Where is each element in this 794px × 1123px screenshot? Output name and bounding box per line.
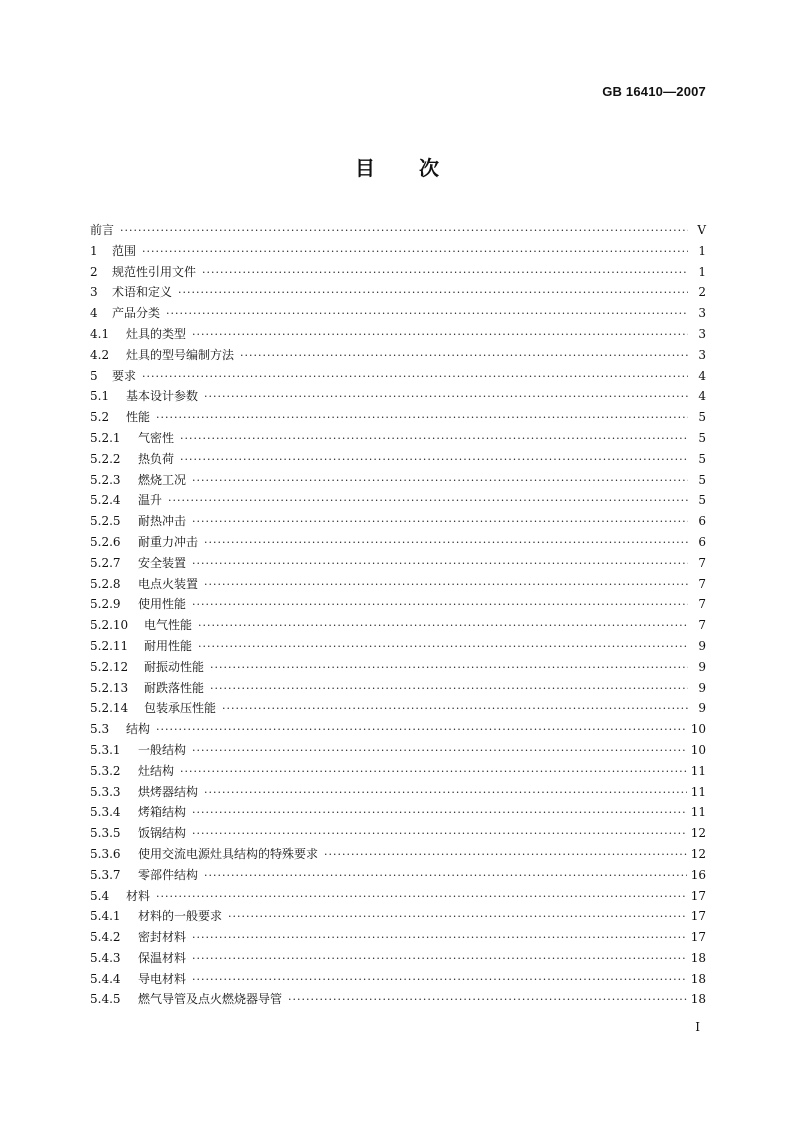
toc-entry[interactable]	[90, 407, 706, 428]
toc-entry[interactable]	[90, 366, 706, 387]
toc-entry-page: 5	[698, 451, 706, 466]
toc-entry-number: 3	[90, 285, 98, 300]
toc-leader-dots	[198, 616, 688, 637]
toc-entry-label: 饭锅结构	[138, 826, 187, 841]
toc-entry-number: 5.3.3	[90, 784, 121, 799]
toc-entry-label: 灶具的型号编制方法	[126, 347, 235, 362]
toc-entry-page: 1	[698, 264, 706, 279]
toc-entry[interactable]	[90, 262, 706, 283]
toc-entry-page: 5	[698, 410, 706, 425]
toc-entry[interactable]	[90, 553, 706, 574]
toc-entry[interactable]	[90, 303, 706, 324]
toc-entry[interactable]	[90, 636, 706, 657]
toc-leader-dots	[192, 325, 688, 346]
toc-entry-page: 7	[698, 555, 706, 570]
toc-entry-number: 5.4.2	[90, 930, 121, 945]
toc-entry-label: 使用交流电源灶具结构的特殊要求	[138, 846, 319, 861]
toc-entry-number: 5.2.9	[90, 597, 121, 612]
title-char-1: 目	[355, 156, 375, 180]
toc-leader-dots	[204, 387, 688, 408]
toc-leader-dots	[210, 679, 688, 700]
toc-entry-page: 12	[690, 846, 706, 861]
toc-entry[interactable]	[90, 615, 706, 636]
toc-entry-label: 燃气导管及点火燃烧器导管	[138, 992, 283, 1007]
toc-leader-dots	[168, 491, 688, 512]
toc-entry[interactable]	[90, 594, 706, 615]
toc-entry[interactable]	[90, 345, 706, 366]
toc-entry-page: 11	[690, 784, 706, 799]
toc-leader-dots	[198, 637, 688, 658]
toc-entry-page: 10	[690, 722, 706, 737]
toc-entry-page: 5	[698, 430, 706, 445]
toc-entry-page: 16	[690, 867, 706, 882]
toc-leader-dots	[192, 512, 688, 533]
toc-leader-dots	[120, 221, 688, 242]
toc-entry-page: 2	[698, 285, 706, 300]
toc-leader-dots	[192, 824, 687, 845]
toc-entry-label: 电气性能	[144, 618, 193, 633]
toc-entry-label: 使用性能	[138, 597, 187, 612]
toc-entry-page: 3	[698, 306, 706, 321]
toc-entry[interactable]	[90, 449, 706, 470]
toc-entry-page: 7	[698, 597, 706, 612]
toc-entry-page: 17	[690, 888, 706, 903]
toc-entry-number: 5.3.1	[90, 742, 121, 757]
toc-entry-label: 要求	[112, 368, 137, 383]
toc-entry-page: 4	[698, 368, 706, 383]
toc-entry-page: 7	[698, 576, 706, 591]
toc-entry[interactable]	[90, 886, 706, 907]
toc-leader-dots	[192, 949, 687, 970]
toc-entry-label: 烘烤器结构	[138, 784, 199, 799]
toc-entry-label: 燃烧工况	[138, 472, 187, 487]
toc-entry-page: 12	[690, 826, 706, 841]
toc-entry-label: 产品分类	[112, 306, 161, 321]
toc-entry[interactable]	[90, 324, 706, 345]
toc-entry-number: 4.1	[90, 326, 110, 341]
toc-entry-number: 5.3	[90, 722, 110, 737]
toc-leader-dots	[204, 575, 688, 596]
toc-entry-number: 5.2.3	[90, 472, 121, 487]
toc-entry[interactable]	[90, 782, 706, 803]
toc-entry-number: 5.3.5	[90, 826, 121, 841]
toc-entry[interactable]	[90, 511, 706, 532]
table-of-contents	[90, 220, 706, 1010]
toc-leader-dots	[166, 304, 688, 325]
toc-entry[interactable]	[90, 241, 706, 262]
toc-entry-page: 3	[698, 326, 706, 341]
toc-entry-number: 5.2.14	[90, 701, 129, 716]
toc-entry-page: 5	[698, 472, 706, 487]
toc-entry-number: 5.3.6	[90, 846, 121, 861]
toc-entry-label: 性能	[126, 410, 151, 425]
toc-leader-dots	[288, 990, 687, 1011]
toc-entry[interactable]	[90, 948, 706, 969]
toc-leader-dots	[240, 346, 688, 367]
toc-leader-dots	[156, 720, 687, 741]
toc-entry-number: 5.2.7	[90, 555, 121, 570]
toc-entry-page: 10	[690, 742, 706, 757]
toc-entry[interactable]	[90, 989, 706, 1010]
toc-entry-number: 5.2.10	[90, 618, 129, 633]
toc-entry-number: 5.2	[90, 410, 110, 425]
toc-entry-label: 结构	[126, 722, 151, 737]
toc-entry-label: 耐热冲击	[138, 514, 187, 529]
toc-leader-dots	[192, 803, 687, 824]
toc-entry-number: 5.2.12	[90, 659, 129, 674]
toc-entry-number: 4	[90, 306, 98, 321]
toc-entry[interactable]	[90, 865, 706, 886]
toc-entry[interactable]	[90, 719, 706, 740]
toc-entry-page: 18	[690, 971, 706, 986]
toc-leader-dots	[228, 907, 687, 928]
toc-entry-number: 5.3.2	[90, 763, 121, 778]
toc-entry-label: 材料	[126, 888, 151, 903]
toc-entry-number: 5.4.5	[90, 992, 121, 1007]
toc-entry[interactable]	[90, 220, 706, 241]
toc-entry[interactable]	[90, 657, 706, 678]
toc-entry-label: 包装承压性能	[144, 701, 217, 716]
toc-entry-label: 温升	[138, 493, 163, 508]
toc-entry-number: 2	[90, 264, 98, 279]
toc-entry-number: 5.2.11	[90, 638, 129, 653]
toc-entry[interactable]	[90, 927, 706, 948]
toc-entry-label: 密封材料	[138, 930, 187, 945]
toc-entry[interactable]	[90, 823, 706, 844]
toc-leader-dots	[156, 887, 687, 908]
toc-entry-page: 5	[698, 493, 706, 508]
toc-entry-page: 3	[698, 347, 706, 362]
toc-leader-dots	[192, 554, 688, 575]
toc-entry-label: 前言	[90, 223, 115, 237]
toc-entry-label: 耐振动性能	[144, 659, 205, 674]
toc-entry-page: 6	[698, 534, 706, 549]
toc-leader-dots	[204, 783, 687, 804]
toc-entry-label: 保温材料	[138, 950, 187, 965]
toc-entry-page: 9	[698, 659, 706, 674]
toc-leader-dots	[192, 471, 688, 492]
toc-entry-page: V	[697, 223, 706, 237]
toc-entry-number: 5.4	[90, 888, 110, 903]
toc-entry-number: 5.3.4	[90, 805, 121, 820]
toc-entry-number: 1	[90, 243, 98, 258]
toc-entry[interactable]	[90, 490, 706, 511]
toc-entry-number: 4.2	[90, 347, 110, 362]
toc-entry[interactable]	[90, 740, 706, 761]
standard-code: GB 16410—2007	[602, 84, 706, 99]
toc-entry-number: 5.2.2	[90, 451, 121, 466]
toc-entry-label: 气密性	[138, 430, 175, 445]
toc-leader-dots	[202, 263, 688, 284]
toc-entry-label: 术语和定义	[112, 285, 173, 300]
toc-entry-number: 5.2.4	[90, 493, 121, 508]
toc-entry-number: 5.4.4	[90, 971, 121, 986]
toc-entry-page: 9	[698, 680, 706, 695]
toc-entry[interactable]	[90, 802, 706, 823]
page-number: I	[695, 1020, 700, 1034]
toc-entry[interactable]	[90, 428, 706, 449]
toc-leader-dots	[204, 866, 687, 887]
toc-entry-label: 基本设计参数	[126, 389, 199, 404]
toc-entry[interactable]	[90, 678, 706, 699]
toc-entry-number: 5	[90, 368, 98, 383]
title-char-2: 次	[419, 156, 439, 180]
toc-entry-label: 范围	[112, 243, 137, 258]
toc-entry[interactable]	[90, 698, 706, 719]
toc-leader-dots	[142, 242, 688, 263]
toc-leader-dots	[192, 741, 687, 762]
toc-entry-page: 17	[690, 930, 706, 945]
toc-entry-page: 9	[698, 638, 706, 653]
toc-entry-page: 17	[690, 909, 706, 924]
toc-entry-label: 耐重力冲击	[138, 534, 199, 549]
toc-entry-page: 7	[698, 618, 706, 633]
toc-leader-dots	[192, 595, 688, 616]
toc-entry-label: 电点火装置	[138, 576, 199, 591]
toc-entry-page: 9	[698, 701, 706, 716]
toc-leader-dots	[156, 408, 688, 429]
toc-leader-dots	[192, 928, 687, 949]
toc-entry-page: 18	[690, 992, 706, 1007]
toc-entry[interactable]	[90, 906, 706, 927]
toc-entry-page: 18	[690, 950, 706, 965]
toc-leader-dots	[180, 450, 688, 471]
toc-leader-dots	[142, 367, 688, 388]
toc-leader-dots	[180, 762, 687, 783]
toc-leader-dots	[324, 845, 687, 866]
toc-leader-dots	[210, 658, 688, 679]
toc-entry-label: 一般结构	[138, 742, 187, 757]
toc-entry[interactable]	[90, 386, 706, 407]
toc-leader-dots	[192, 970, 687, 991]
toc-entry[interactable]	[90, 844, 706, 865]
toc-entry-number: 5.2.8	[90, 576, 121, 591]
toc-entry[interactable]	[90, 470, 706, 491]
toc-entry-number: 5.2.5	[90, 514, 121, 529]
toc-entry-page: 1	[698, 243, 706, 258]
toc-entry[interactable]	[90, 969, 706, 990]
toc-entry-label: 灶具的类型	[126, 326, 187, 341]
toc-leader-dots	[222, 699, 688, 720]
toc-entry-label: 安全装置	[138, 555, 187, 570]
toc-entry-number: 5.4.3	[90, 950, 121, 965]
toc-leader-dots	[204, 533, 688, 554]
toc-entry[interactable]	[90, 574, 706, 595]
toc-entry[interactable]	[90, 532, 706, 553]
toc-entry-number: 5.3.7	[90, 867, 121, 882]
toc-leader-dots	[178, 283, 688, 304]
toc-entry-label: 耐跌落性能	[144, 680, 205, 695]
toc-entry-label: 热负荷	[138, 451, 175, 466]
toc-entry-page: 6	[698, 514, 706, 529]
toc-entry[interactable]	[90, 282, 706, 303]
toc-entry-label: 耐用性能	[144, 638, 193, 653]
toc-entry-number: 5.4.1	[90, 909, 121, 924]
toc-entry-label: 烤箱结构	[138, 805, 187, 820]
toc-entry-number: 5.2.1	[90, 430, 121, 445]
toc-entry-page: 11	[690, 763, 706, 778]
toc-entry-label: 导电材料	[138, 971, 187, 986]
toc-entry-number: 5.1	[90, 389, 110, 404]
toc-entry-label: 灶结构	[138, 763, 175, 778]
toc-entry-label: 规范性引用文件	[112, 264, 197, 279]
toc-entry-label: 零部件结构	[138, 867, 199, 882]
toc-leader-dots	[180, 429, 688, 450]
page-title	[0, 152, 794, 181]
toc-entry-page: 11	[690, 805, 706, 820]
toc-entry[interactable]	[90, 761, 706, 782]
toc-entry-number: 5.2.13	[90, 680, 129, 695]
toc-entry-number: 5.2.6	[90, 534, 121, 549]
toc-entry-label: 材料的一般要求	[138, 909, 223, 924]
toc-entry-page: 4	[698, 389, 706, 404]
